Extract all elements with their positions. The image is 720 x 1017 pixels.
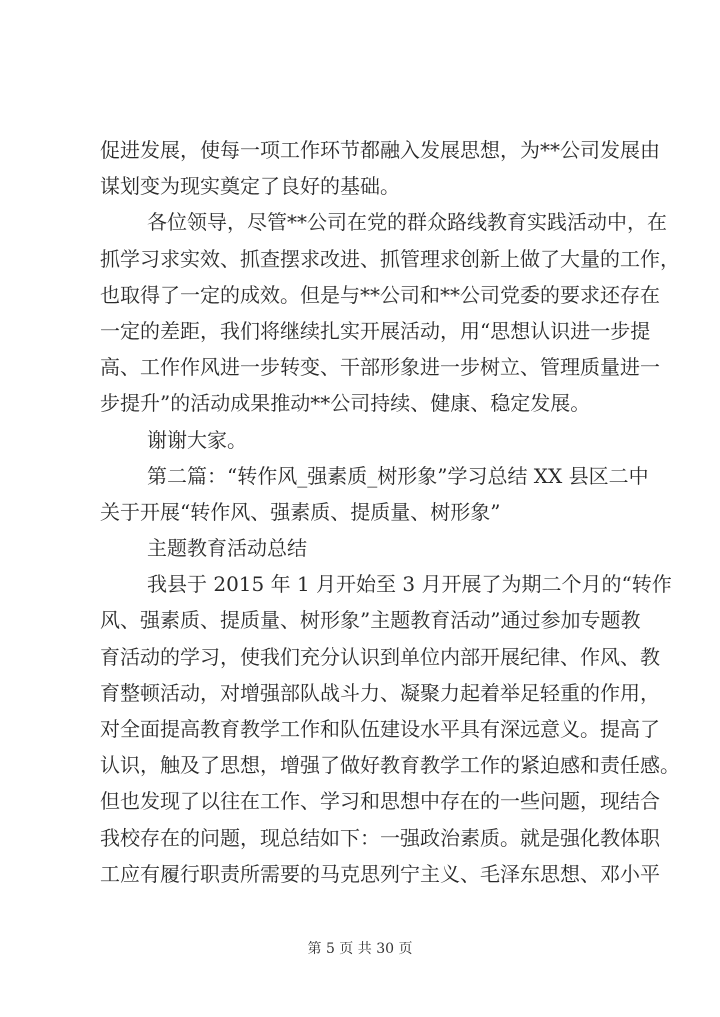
text-line: 谢谢大家。 <box>147 427 247 452</box>
text-line: 认识，触及了思想，增强了做好教育教学工作的紧迫感和责任感。 <box>100 753 680 778</box>
text-line: 抓学习求实效、抓查摆求改进、抓管理求创新上做了大量的工作， <box>100 246 680 271</box>
text-line: 步提升”的活动成果推动**公司持续、健康、稳定发展。 <box>100 391 591 416</box>
text-line: 谋划变为现实奠定了良好的基础。 <box>100 174 400 199</box>
text-line: 对全面提高教育教学工作和队伍建设水平具有深远意义。提高了 <box>100 717 660 741</box>
text-line: 高、工作作风进一步转变、干部形象进一步树立、管理质量进一 <box>100 355 660 380</box>
text-line: 我县于 2015 年 1 月开始至 3 月开展了为期二个月的“转作 <box>147 572 672 597</box>
text-line: 但也发现了以往在工作、学习和思想中存在的一些问题，现结合 <box>100 789 660 814</box>
text-line: 主题教育活动总结 <box>147 536 307 561</box>
text-line: 工应有履行职责所需要的马克思列宁主义、毛泽东思想、邓小平 <box>100 861 660 886</box>
page-number: 第 5 页 共 30 页 <box>307 941 413 957</box>
text-line: 育活动的学习，使我们充分认识到单位内部开展纪律、作风、教 <box>100 644 660 669</box>
text-line: 也取得了一定的成效。但是与**公司和**公司党委的要求还存在 <box>100 282 660 307</box>
text-line: 各位领导，尽管**公司在党的群众路线教育实践活动中，在 <box>147 210 667 235</box>
text-line: 促进发展，使每一项工作环节都融入发展思想，为**公司发展由 <box>100 138 660 162</box>
text-line: 关于开展“转作风、强素质、提质量、树形象” <box>100 499 501 524</box>
text-line: 风、强素质、提质量、树形象”主题教育活动”通过参加专题教 <box>100 608 641 633</box>
text-line: 育整顿活动，对增强部队战斗力、凝聚力起着举足轻重的作用， <box>100 680 660 705</box>
text-line: 第二篇：“转作风_强素质_树形象”学习总结 XX 县区二中 <box>147 463 649 488</box>
text-line: 一定的差距，我们将继续扎实开展活动，用“思想认识进一步提 <box>100 318 651 343</box>
document-body <box>100 136 680 896</box>
text-line: 我校存在的问题，现总结如下：一强政治素质。就是强化教体职 <box>100 825 660 850</box>
